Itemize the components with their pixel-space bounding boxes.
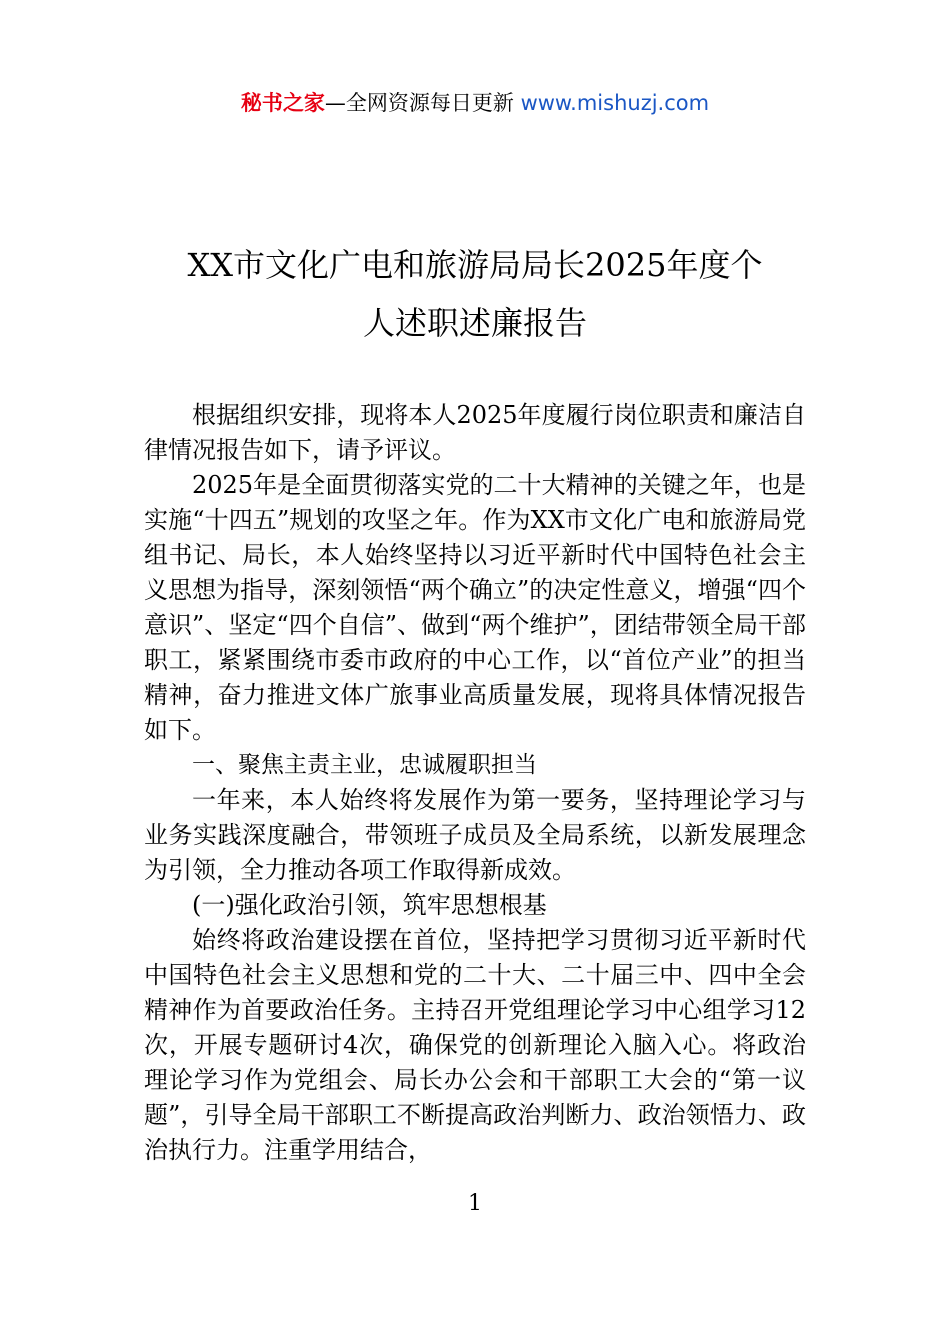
site-brand: 秘书之家 xyxy=(240,91,325,115)
site-tagline: —全网资源每日更新 xyxy=(324,91,521,115)
body-paragraph: 一年来，本人始终将发展作为第一要务，坚持理论学习与业务实践深度融合，带领班子成员及全局系统，以新发展理念为引领，全力推动各项工作取得新成效。 xyxy=(144,786,806,884)
page-number: 1 xyxy=(468,1191,482,1216)
site-header xyxy=(0,88,950,118)
section-heading: 一、聚焦主责主业，忠诚履职担当 xyxy=(192,752,537,778)
body-paragraph: 始终将政治建设摆在首位，坚持把学习贯彻习近平新时代中国特色社会主义思想和党的二十大、二十届三中、四中全会精神作为首要政治任务。主持召开党组理论学习中心组学习12次，开展专题研讨4次，确保党的创新理论入脑入心。将政治理论学习作为党组会、局长办公会和干部职工大会的“第一议题”，引导全局干部职工不断提高政治判断力、政治领悟力、政治执行力。注重学用结合， xyxy=(144,926,806,1164)
body-paragraph: 2025年是全面贯彻落实党的二十大精神的关键之年，也是实施“十四五”规划的攻坚之年。作为XX市文化广电和旅游局党组书记、局长，本人始终坚持以习近平新时代中国特色社会主义思想为指导，深刻领悟“两个确立”的决定性意义，增强“四个意识”、坚定“四个自信”、做到“两个维护”，团结带领全局干部职工，紧紧围绕市委市政府的中心工作，以“首位产业”的担当精神，奋力推进文体广旅事业高质量发展，现将具体情况报告如下。 xyxy=(144,471,806,744)
title-line-1: XX市文化广电和旅游局局长2025年度个 xyxy=(187,246,763,284)
document-body xyxy=(144,398,806,1168)
subsection-heading: (一)强化政治引领，筑牢思想根基 xyxy=(192,891,547,919)
body-paragraph: 根据组织安排，现将本人2025年度履行岗位职责和廉洁自律情况报告如下，请予评议。 xyxy=(144,401,806,464)
title-line-2: 人述职述廉报告 xyxy=(362,304,587,342)
site-url-link[interactable]: www.mishuzj.com xyxy=(520,91,710,115)
document-title xyxy=(120,236,830,352)
